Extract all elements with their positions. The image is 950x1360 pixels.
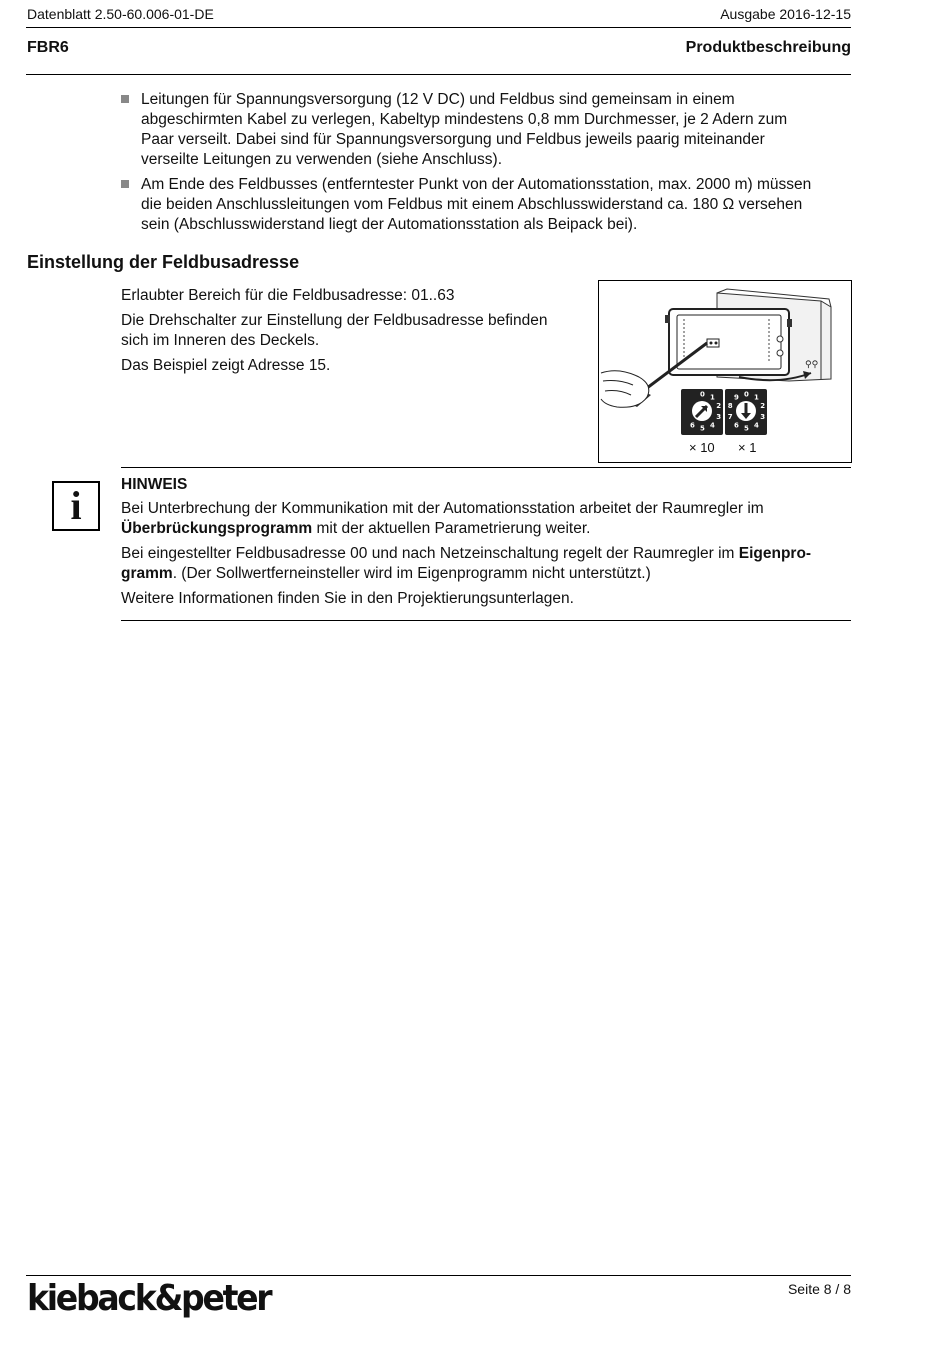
dial-digit: 6: [690, 421, 695, 430]
dial-digit: 6: [734, 421, 739, 430]
dial-digit: 4: [710, 421, 715, 430]
device-illustration: [599, 281, 851, 462]
dial-digit: 3: [760, 412, 766, 421]
section-title: Einstellung der Feldbusadresse: [27, 252, 300, 272]
ones-label: × 1: [738, 440, 757, 455]
note-paragraph-2-line1: [121, 544, 811, 564]
note-paragraph-2-line2: [121, 564, 651, 584]
page-number: Seite 8 / 8: [787, 1281, 851, 1297]
edition-date: Ausgabe 2016-12-15: [720, 6, 851, 22]
svg-text:⚲⚲: ⚲⚲: [805, 360, 819, 370]
dial-digit: 1: [710, 393, 715, 402]
tens-label: × 10: [689, 440, 715, 455]
bullet-line: verseilte Leitungen zu verwenden (siehe Anschluss).: [141, 151, 503, 168]
note-text: mit der aktuellen Parametrierung weiter.: [312, 520, 591, 537]
dial-digit: 5: [700, 424, 705, 433]
note-paragraph-1-line2: [121, 519, 590, 539]
dial-digit: 8: [727, 402, 733, 411]
address-range-text: Erlaubter Bereich für die Feldbusadresse: 01..63: [121, 287, 455, 304]
rotary-switch-text-line2: sich im Inneren des Deckels.: [121, 332, 320, 349]
dial-digit: 5: [744, 424, 749, 433]
product-name: FBR6: [27, 39, 69, 56]
bullet-termination: [121, 175, 856, 235]
note-rule-bottom: [121, 620, 851, 621]
rotary-switch-text-line1: Die Drehschalter zur Einstellung der Feldbusadresse befinden: [121, 312, 548, 329]
dial-digit: 0: [700, 390, 705, 399]
note-title: HINWEIS: [121, 476, 188, 493]
info-icon: [52, 481, 100, 531]
header-rule-bottom: [26, 74, 851, 75]
kieback-peter-logo: [27, 1278, 292, 1319]
document-id: Datenblatt 2.50-60.006-01-DE: [27, 6, 214, 22]
example-text: Das Beispiel zeigt Adresse 15.: [121, 357, 331, 374]
bullet-line: sein (Abschlusswiderstand liegt der Automationsstation als Beipack bei).: [141, 216, 638, 233]
bullet-line: abgeschirmten Kabel zu verlegen, Kabeltyp mindestens 0,8 mm Durchmesser, je 2 Adern zum: [141, 111, 788, 128]
dial-digit: 9: [734, 393, 739, 402]
dial-digit: 2: [760, 402, 766, 411]
info-icon-glyph: i: [70, 483, 82, 528]
note-paragraph-3: Weitere Informationen finden Sie in den Projektierungsunterlagen.: [121, 590, 574, 607]
logo-text: kieback&peter: [27, 1278, 271, 1319]
bullet-cable: [121, 90, 856, 170]
own-program-term: Eigenpro-: [738, 545, 812, 562]
dial-digit: 0: [744, 390, 749, 399]
footer-rule: [26, 1275, 851, 1276]
note-paragraph-1-line1: Bei Unterbrechung der Kommunikation mit der Automationsstation arbeitet der Raumregler im: [121, 500, 764, 517]
dial-digit: 2: [716, 402, 722, 411]
dial-digit: 1: [754, 393, 759, 402]
bullet-marker: [121, 95, 129, 103]
own-program-term: gramm: [121, 565, 173, 582]
note-rule-top: [121, 467, 851, 468]
bullet-marker: [121, 180, 129, 188]
header-rule-top: [26, 27, 851, 28]
section-name: Produktbeschreibung: [685, 39, 851, 56]
dial-digit: 3: [716, 412, 722, 421]
note-text: . (Der Sollwertferneinsteller wird im Eigenprogramm nicht unterstützt.): [172, 565, 651, 582]
rotary-switch-figure: [598, 280, 852, 463]
dial-digit: 4: [754, 421, 759, 430]
note-text: Bei eingestellter Feldbusadresse 00 und nach Netzeinschaltung regelt der Raumregler im: [121, 545, 739, 562]
bullet-line: Leitungen für Spannungsversorgung (12 V DC) und Feldbus sind gemeinsam in einem: [141, 91, 735, 108]
bullet-line: die beiden Anschlussleitungen vom Feldbus mit einem Abschlusswiderstand ca. 180 Ω versehen: [141, 196, 803, 213]
dial-digit: 7: [727, 412, 733, 421]
bullet-line: Paar verseilt. Dabei sind für Spannungsversorgung und Feldbus jeweils paarig miteinander: [141, 131, 765, 148]
bullet-line: Am Ende des Feldbusses (entferntester Punkt von der Automationsstation, max. 2000 m) müssen: [141, 176, 812, 193]
bridging-program-term: Überbrückungsprogramm: [121, 520, 313, 537]
